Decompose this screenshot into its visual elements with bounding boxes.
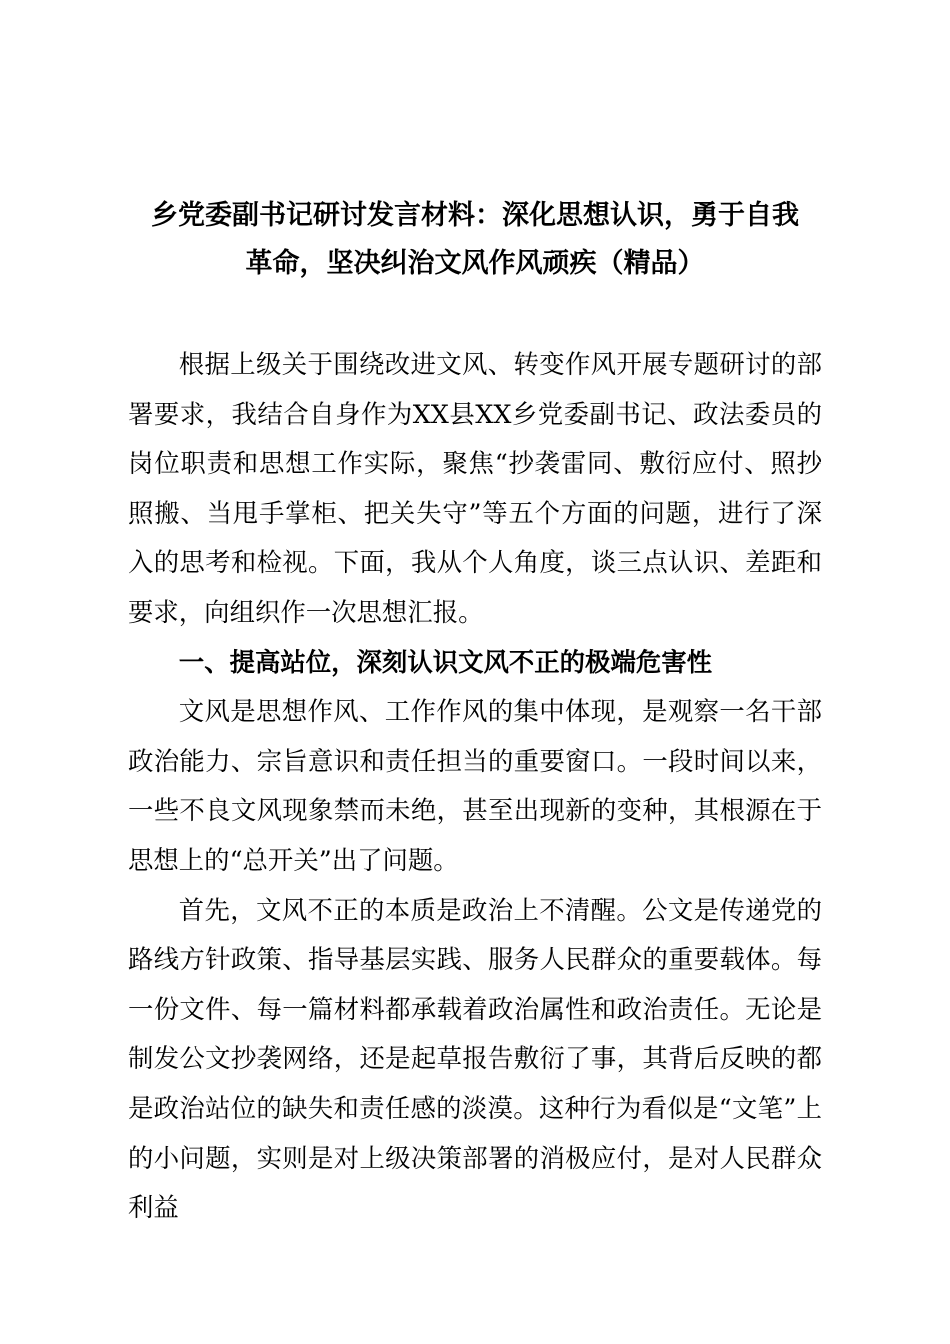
intro-paragraph: 根据上级关于围绕改进文风、转变作风开展专题研讨的部署要求，我结合自身作为XX县XX乡党委副书记、政法委员的岗位职责和思想工作实际，聚焦“抄袭雷同、敷衍应付、照抄照搬、当甩手掌柜、把关失守”等五个方面的问题，进行了深入的思考和检视。下面，我从个人角度，谈三点认识、差距和要求，向组织作一次思想汇报。: [128, 349, 822, 627]
section-heading-1: 一、提高站位，深刻认识文风不正的极端危害性: [178, 646, 712, 677]
title-line-1: 乡党委副书记研讨发言材料：深化思想认识，勇于自我: [151, 200, 799, 231]
title-line-2: 革命，坚决纠治文风作风顽疾（精品）: [245, 248, 705, 279]
section-1-paragraph-1: 文风是思想作风、工作作风的集中体现，是观察一名干部政治能力、宗旨意识和责任担当的重要窗口。一段时间以来，一些不良文风现象禁而未绝，甚至出现新的变种，其根源在于思想上的“总开关”出了问题。: [128, 696, 822, 875]
document-body: [128, 340, 822, 1233]
document-title: [128, 192, 822, 288]
section-1-paragraph-2: 首先，文风不正的本质是政治上不清醒。公文是传递党的路线方针政策、指导基层实践、服务人民群众的重要载体。每一份文件、每一篇材料都承载着政治属性和政治责任。无论是制发公文抄袭网络，还是起草报告敷衍了事，其背后反映的都是政治站位的缺失和责任感的淡漠。这种行为看似是“文笔”上的小问题，实则是对上级决策部署的消极应付，是对人民群众利益: [128, 894, 822, 1223]
